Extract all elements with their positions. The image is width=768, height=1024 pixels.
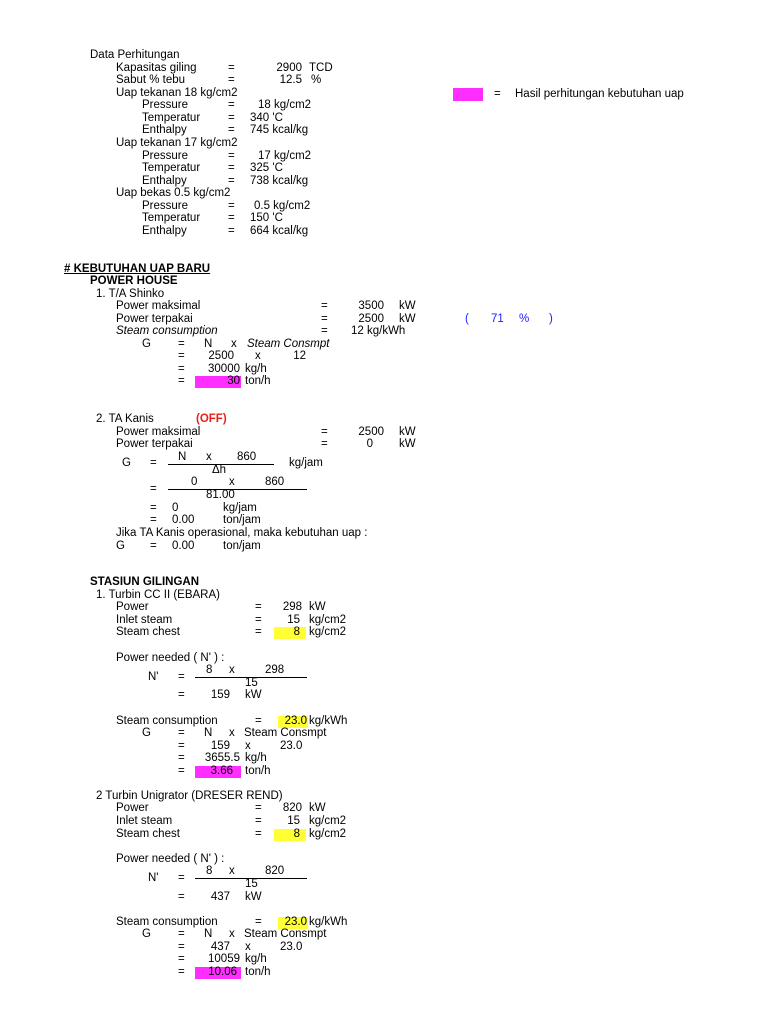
chest-label: Steam chest	[116, 626, 180, 638]
eq: =	[228, 175, 235, 187]
t1-title: 1. Turbin CC II (EBARA)	[96, 589, 220, 601]
eq: =	[178, 941, 185, 953]
t1-n: 159	[210, 689, 230, 701]
eq: =	[150, 502, 157, 514]
t2-frac-den: 15	[245, 878, 258, 890]
t1-result: 3.66	[210, 765, 233, 777]
legend-eq: =	[494, 88, 501, 100]
kw-unit: kW	[399, 426, 416, 438]
uap18-title: Uap tekanan 18 kg/cm2	[116, 87, 238, 99]
power-label: Power	[116, 802, 149, 814]
eq: =	[255, 802, 262, 814]
section-title-gilingan: STASIUN GILINGAN	[90, 576, 200, 588]
kgcm2-unit: kg/cm2	[309, 614, 347, 626]
data-title: Data Perhitungan	[90, 49, 180, 61]
kgh-unit: kg/h	[245, 363, 267, 375]
kapasitas-unit: TCD	[309, 62, 333, 74]
t2-calc-a: 437	[210, 941, 230, 953]
pressure-label: Pressure	[142, 150, 189, 162]
eq: =	[178, 966, 185, 978]
eq: =	[178, 727, 185, 739]
eq: =	[178, 375, 185, 387]
t2-inlet: 15	[287, 815, 300, 827]
uapbekas-temp: 150 'C	[250, 212, 283, 224]
eq: =	[228, 212, 235, 224]
kw-unit: kW	[399, 438, 416, 450]
kgkwh-unit: kg/kWh	[309, 916, 348, 928]
frac-den: Δh	[212, 464, 227, 476]
steam-cons-label: Steam consumption	[116, 325, 218, 337]
power-max-label: Power maksimal	[116, 300, 201, 312]
x: x	[231, 338, 237, 350]
t1-calc-b: 23.0	[280, 740, 303, 752]
t2-frac-a: 8	[206, 865, 213, 877]
kw-unit: kW	[399, 313, 416, 325]
kgh-unit: kg/h	[245, 953, 267, 965]
x: x	[245, 740, 251, 752]
t2-power: 820	[282, 802, 302, 814]
x: x	[255, 350, 261, 362]
percent-unit: %	[519, 313, 530, 325]
eq: =	[150, 483, 157, 495]
eq: =	[178, 689, 185, 701]
tonjam-unit: ton/jam	[223, 514, 261, 526]
kgkwh-unit: kg/kWh	[309, 715, 348, 727]
t1-kgh: 3655.5	[204, 752, 240, 764]
eq: =	[178, 928, 185, 940]
frac2-den: 81.00	[206, 489, 235, 501]
sabut-label: Sabut % tebu	[116, 74, 186, 86]
eq: =	[228, 150, 235, 162]
item1-title: 1. T/A Shinko	[96, 288, 165, 300]
uap17-pressure: 17 kg/cm2	[258, 150, 312, 162]
x: x	[229, 476, 235, 488]
kgjam-unit: kg/jam	[223, 502, 257, 514]
res-kgjam: 0	[172, 502, 179, 514]
nprime-label: N'	[148, 872, 159, 884]
x: x	[229, 928, 235, 940]
calc1-kgh: 30000	[208, 363, 240, 375]
sabut-unit: %	[311, 74, 322, 86]
section-subtitle-power-house: POWER HOUSE	[90, 275, 178, 287]
t1-calc-a: 159	[210, 740, 230, 752]
eq: =	[255, 614, 262, 626]
kw-unit: kW	[399, 300, 416, 312]
jika-value: 0.00	[172, 540, 195, 552]
temp-label: Temperatur	[142, 112, 201, 124]
eq: =	[321, 438, 328, 450]
eq: =	[178, 765, 185, 777]
kgcm2-unit: kg/cm2	[309, 828, 347, 840]
x: x	[206, 451, 212, 463]
eq: =	[255, 916, 262, 928]
eq: =	[150, 457, 157, 469]
uap18-temp: 340 'C	[250, 112, 283, 124]
power-label: Power	[116, 601, 149, 613]
g-label: G	[142, 727, 151, 739]
power-used-value: 2500	[358, 313, 384, 325]
eq: =	[178, 350, 185, 362]
t1-steam: 23.0	[284, 715, 307, 727]
t1-frac-b: 298	[265, 664, 285, 676]
g-label: G	[122, 457, 131, 469]
t2-calc-b: 23.0	[280, 941, 303, 953]
x: x	[229, 865, 235, 877]
power-used-label: Power terpakai	[116, 438, 193, 450]
eq: =	[255, 815, 262, 827]
ton-unit: ton/h	[245, 375, 271, 387]
frac-num-860: 860	[237, 451, 257, 463]
kapasitas-value: 2900	[276, 62, 302, 74]
power-used-label: Power terpakai	[116, 313, 193, 325]
steam-consmpt: Steam Consmpt	[247, 338, 330, 350]
temp-label: Temperatur	[142, 212, 201, 224]
eq: =	[228, 162, 235, 174]
inlet-label: Inlet steam	[116, 614, 173, 626]
uap17-enth: 738 kcal/kg	[250, 175, 309, 187]
steam-cons-label: Steam consumption	[116, 715, 218, 727]
x: x	[245, 941, 251, 953]
eq: =	[178, 740, 185, 752]
pressure-label: Pressure	[142, 200, 189, 212]
item2-power-used: 0	[366, 438, 373, 450]
eq: =	[150, 540, 157, 552]
power-max-value: 3500	[358, 300, 384, 312]
eq: =	[228, 99, 235, 111]
inlet-label: Inlet steam	[116, 815, 173, 827]
t1-power: 298	[282, 601, 302, 613]
uap18-enth: 745 kcal/kg	[250, 124, 309, 136]
kw-unit: kW	[309, 802, 326, 814]
eq: =	[255, 601, 262, 613]
sabut-value: 12.5	[279, 74, 302, 86]
t1-chest: 8	[293, 626, 300, 638]
x: x	[229, 664, 235, 676]
kgjam-unit: kg/jam	[289, 457, 323, 469]
x: x	[229, 727, 235, 739]
t2-n: 437	[210, 891, 230, 903]
section-title-kebutuhan: # KEBUTUHAN UAP BARU	[64, 263, 211, 275]
enth-label: Enthalpy	[142, 175, 187, 187]
calc1-result: 30	[227, 375, 240, 387]
frac-num-n: N	[178, 451, 187, 463]
temp-label: Temperatur	[142, 162, 201, 174]
eq: =	[228, 124, 235, 136]
tonjam-unit: ton/jam	[223, 540, 261, 552]
eq: =	[178, 752, 185, 764]
power-needed-label: Power needed ( N' ) :	[116, 652, 225, 664]
kgcm2-unit: kg/cm2	[309, 815, 347, 827]
eq: =	[228, 225, 235, 237]
percent-open: (	[465, 313, 469, 325]
steam-cons-label: Steam consumption	[116, 916, 218, 928]
kw-unit: kW	[245, 891, 262, 903]
pressure-label: Pressure	[142, 99, 189, 111]
kapasitas-label: Kapasitas giling	[116, 62, 197, 74]
res-tonjam: 0.00	[172, 514, 195, 526]
eq: =	[178, 953, 185, 965]
t2-kgh: 10059	[208, 953, 240, 965]
frac2-num-860: 860	[265, 476, 285, 488]
g-label: G	[142, 928, 151, 940]
eq: =	[255, 828, 262, 840]
kw-unit: kW	[245, 689, 262, 701]
eq: =	[321, 313, 328, 325]
calc1-b: 12	[293, 350, 306, 362]
eq: =	[321, 325, 328, 337]
eq: =	[178, 363, 185, 375]
n-label: N	[204, 928, 213, 940]
power-max-label: Power maksimal	[116, 426, 201, 438]
ton-unit: ton/h	[245, 765, 271, 777]
eq: =	[321, 300, 328, 312]
enth-label: Enthalpy	[142, 225, 187, 237]
uap17-title: Uap tekanan 17 kg/cm2	[116, 137, 238, 149]
ton-unit: ton/h	[245, 966, 271, 978]
percent-close: )	[549, 313, 553, 325]
t2-steam: 23.0	[284, 916, 307, 928]
item2-title: 2. TA Kanis	[96, 413, 154, 425]
calc1-a: 2500	[208, 350, 234, 362]
t2-chest: 8	[293, 828, 300, 840]
eq: =	[228, 200, 235, 212]
t2-result: 10.06	[208, 966, 237, 978]
eq: =	[178, 671, 185, 683]
enth-label: Enthalpy	[142, 124, 187, 136]
uapbekas-pressure: 0.5 kg/cm2	[254, 200, 311, 212]
g-label: G	[116, 540, 125, 552]
steam-consmpt: Steam Consmpt	[244, 727, 327, 739]
uapbekas-enth: 664 kcal/kg	[250, 225, 309, 237]
eq: =	[178, 872, 185, 884]
chest-label: Steam chest	[116, 828, 180, 840]
steam-consmpt: Steam Consmpt	[244, 928, 327, 940]
eq: =	[178, 891, 185, 903]
percent-value: 71	[491, 313, 504, 325]
eq: =	[255, 626, 262, 638]
t2-title: 2 Turbin Unigrator (DRESER REND)	[96, 790, 283, 802]
g-label: G	[142, 338, 151, 350]
kw-unit: kW	[309, 601, 326, 613]
eq: =	[228, 62, 235, 74]
n-label: N	[204, 727, 213, 739]
steam-cons-value: 12 kg/kWh	[351, 325, 406, 337]
kgh-unit: kg/h	[245, 752, 267, 764]
legend-swatch	[453, 88, 483, 101]
power-needed-label: Power needed ( N' ) :	[116, 853, 225, 865]
item2-power-max: 2500	[358, 426, 384, 438]
kgcm2-unit: kg/cm2	[309, 626, 347, 638]
uapbekas-title: Uap bekas 0.5 kg/cm2	[116, 187, 231, 199]
eq: =	[228, 112, 235, 124]
item2-status: (OFF)	[196, 413, 227, 425]
uap18-pressure: 18 kg/cm2	[258, 99, 312, 111]
jika-text: Jika TA Kanis operasional, maka kebutuhan uap :	[116, 527, 368, 539]
fraction-line	[168, 489, 307, 490]
eq: =	[255, 715, 262, 727]
t2-frac-b: 820	[265, 865, 285, 877]
uap17-temp: 325 'C	[250, 162, 283, 174]
eq: =	[150, 514, 157, 526]
t1-frac-a: 8	[206, 664, 213, 676]
eq: =	[321, 426, 328, 438]
n-label: N	[204, 338, 213, 350]
nprime-label: N'	[148, 671, 159, 683]
eq: =	[228, 74, 235, 86]
legend-text: Hasil perhitungan kebutuhan uap	[515, 88, 684, 100]
t1-inlet: 15	[287, 614, 300, 626]
eq: =	[178, 338, 185, 350]
frac2-num-0: 0	[191, 476, 198, 488]
t1-frac-den: 15	[245, 677, 258, 689]
